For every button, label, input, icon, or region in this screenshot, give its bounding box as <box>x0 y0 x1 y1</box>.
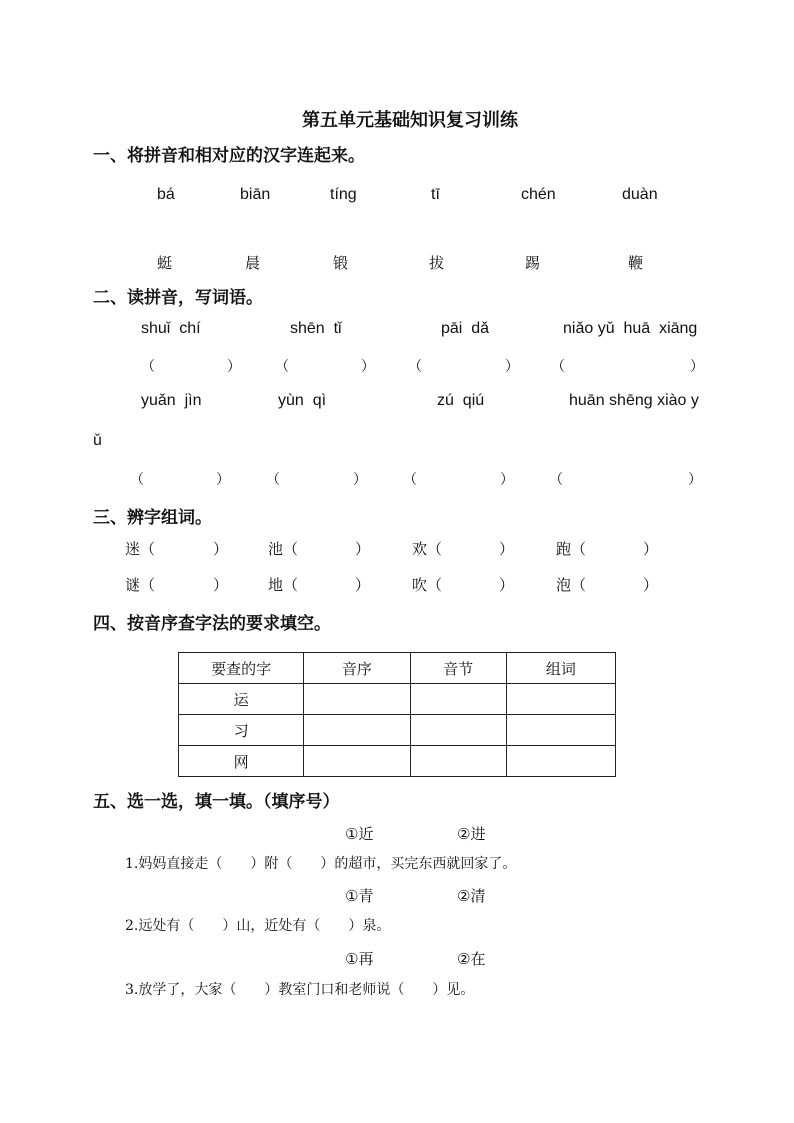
option-2a: ①青 <box>345 887 374 905</box>
hanzi-4: 拔 <box>429 254 445 272</box>
table-row <box>179 715 616 746</box>
hanzi-3: 锻 <box>333 254 349 272</box>
pinyin-wrap: ǔ <box>93 432 102 449</box>
hanzi-5: 踢 <box>525 254 541 272</box>
syllable-cell[interactable] <box>410 746 506 777</box>
pinyin-word-8: huān shēng xiào y <box>569 392 699 409</box>
section4-heading: 四、按音序查字法的要求填空。 <box>93 614 331 634</box>
word-cell[interactable] <box>506 715 615 746</box>
header-initial: 音序 <box>304 653 410 684</box>
option-1a: ①近 <box>345 825 374 843</box>
page-title: 第五单元基础知识复习训练 <box>302 110 518 131</box>
section1-heading: 一、将拼音和相对应的汉字连起来。 <box>93 146 365 166</box>
initial-cell[interactable] <box>304 684 410 715</box>
pinyin-4: tī <box>431 186 440 203</box>
pinyin-word-5: yuǎn jìn <box>141 392 202 409</box>
word-cell[interactable] <box>506 684 615 715</box>
initial-cell[interactable] <box>304 746 410 777</box>
section2-heading: 二、读拼音，写词语。 <box>93 288 263 308</box>
row-char: 习 <box>179 715 304 746</box>
header-syllable: 音节 <box>410 653 506 684</box>
pinyin-2: biān <box>240 186 271 203</box>
question-3[interactable]: 3.放学了，大家（ ）教室门口和老师说（ ）见。 <box>125 982 475 998</box>
option-3a: ①再 <box>345 950 374 968</box>
syllable-cell[interactable] <box>410 684 506 715</box>
hanzi-2: 晨 <box>245 254 261 272</box>
lookup-table <box>178 652 616 777</box>
row-char: 运 <box>179 684 304 715</box>
pinyin-word-2: shēn tǐ <box>290 320 342 337</box>
syllable-cell[interactable] <box>410 715 506 746</box>
option-1b: ②进 <box>457 825 486 843</box>
pinyin-word-6: yùn qì <box>278 392 327 409</box>
question-1[interactable]: 1.妈妈直接走（ ）附（ ）的超市，买完东西就回家了。 <box>125 856 517 872</box>
pinyin-6: duàn <box>622 186 658 203</box>
pinyin-5: chén <box>521 186 556 203</box>
word-cell[interactable] <box>506 746 615 777</box>
option-2b: ②清 <box>457 887 486 905</box>
header-word: 组词 <box>506 653 615 684</box>
pinyin-word-1: shuǐ chí <box>141 320 201 337</box>
row-char: 网 <box>179 746 304 777</box>
hanzi-1: 蜓 <box>157 254 173 272</box>
pinyin-word-7: zú qiú <box>437 392 485 409</box>
hanzi-6: 鞭 <box>628 254 644 272</box>
table-row <box>179 684 616 715</box>
header-char: 要查的字 <box>179 653 304 684</box>
initial-cell[interactable] <box>304 715 410 746</box>
section5-heading: 五、选一选，填一填。（填序号） <box>93 792 340 812</box>
pinyin-word-3: pāi dǎ <box>441 320 490 337</box>
option-3b: ②在 <box>457 950 486 968</box>
question-2[interactable]: 2.远处有（ ）山，近处有（ ）泉。 <box>125 918 391 934</box>
pinyin-1: bá <box>157 186 175 203</box>
table-row <box>179 746 616 777</box>
table-header-row <box>179 653 616 684</box>
pinyin-word-4: niǎo yǔ huā xiāng <box>563 320 698 337</box>
pinyin-3: tíng <box>330 186 357 203</box>
section3-heading: 三、辨字组词。 <box>93 508 212 528</box>
